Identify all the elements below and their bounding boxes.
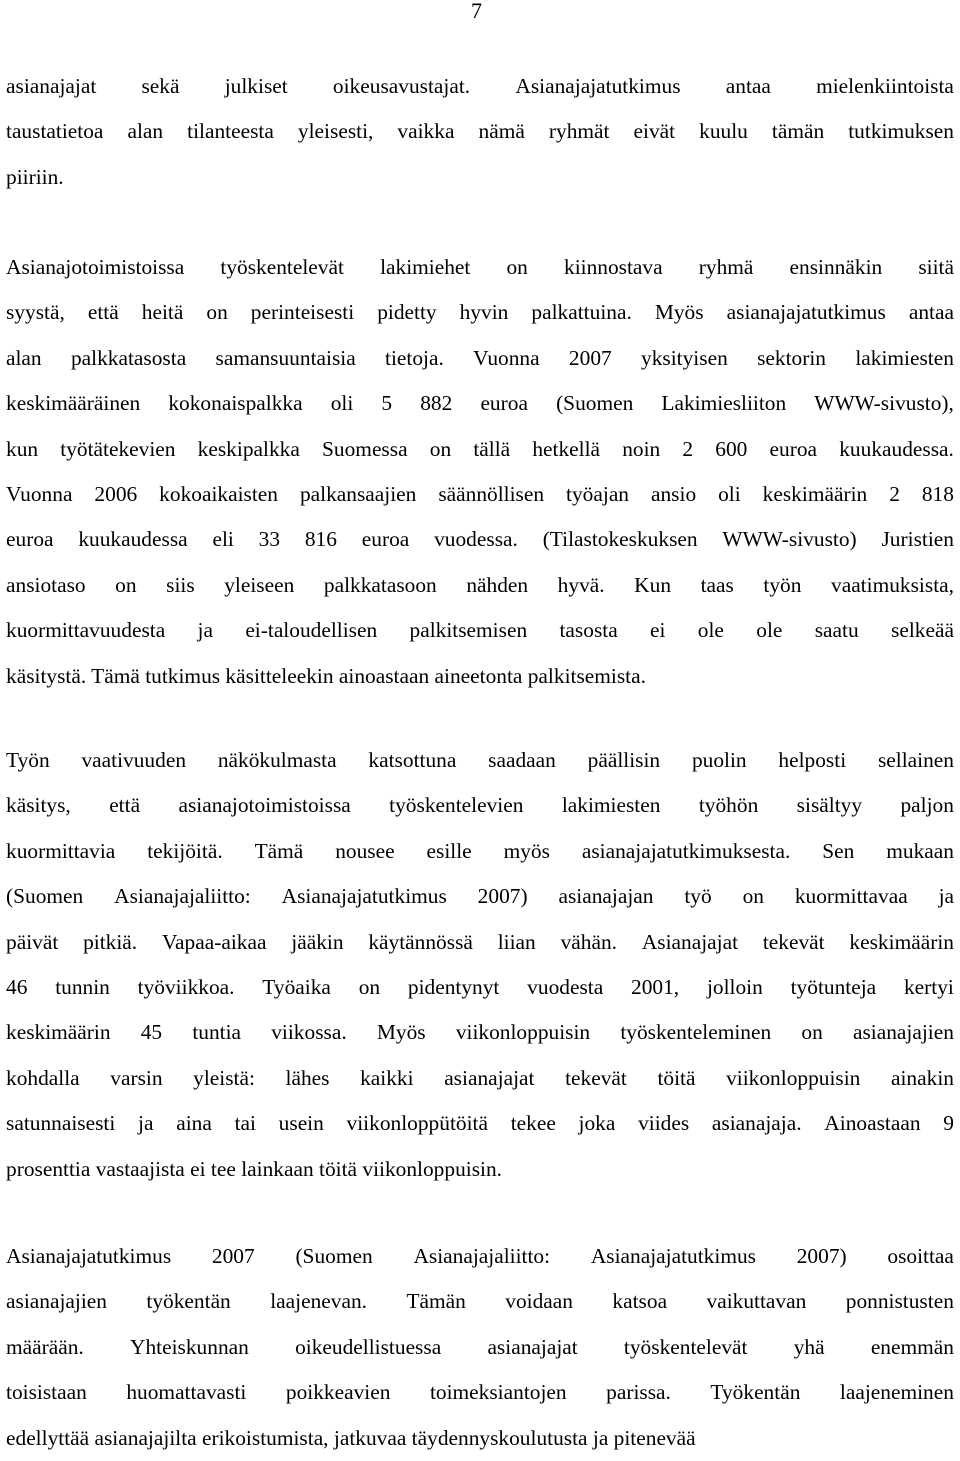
text-line: määrään. Yhteiskunnan oikeudellistuessa asianajajat työskentelevät yhä enemmän <box>6 1334 954 1359</box>
text-line: keskimääräinen kokonaispalkka oli 5 882 euroa (Suomen Lakimiesliiton WWW-sivusto), <box>6 391 954 416</box>
text-line: Työn vaativuuden näkökulmasta katsottuna saadaan päällisin puolin helposti sellainen <box>6 748 954 772</box>
text-line: Asianajajatutkimus 2007 (Suomen Asianajajaliitto: Asianajajatutkimus 2007) osoittaa <box>6 1244 954 1268</box>
text-line: asianajajien työkentän laajenevan. Tämän voidaan katsoa vaikuttavan ponnistusten <box>6 1289 954 1314</box>
paragraph-4 <box>6 1234 954 1461</box>
text-line: käsitystä. Tämä tutkimus käsitteleekin ainoastaan aineetonta palkitsemista. <box>6 663 646 688</box>
paragraph-2 <box>6 245 954 699</box>
text-line: käsitys, että asianajotoimistoissa työskentelevien lakimiesten työhön sisältyy paljon <box>6 793 954 818</box>
text-line: Asianajotoimistoissa työskentelevät lakimiehet on kiinnostava ryhmä ensinnäkin siitä <box>6 255 954 279</box>
text-line: kun työtätekevien keskipalkka Suomessa on tällä hetkellä noin 2 600 euroa kuukaudessa. <box>6 436 954 461</box>
text-line: satunnaisesti ja aina tai usein viikonloppütöitä tekee joka viides asianajaja. Ainoastaan 9 <box>6 1111 954 1136</box>
text-line: ansiotaso on siis yleiseen palkkatasoon nähden hyvä. Kun taas työn vaatimuksista, <box>6 572 954 597</box>
text-line: (Suomen Asianajajaliitto: Asianajajatutkimus 2007) asianajajan työ on kuormittavaa ja <box>6 884 954 909</box>
text-line: kuormittavia tekijöitä. Tämä nousee esille myös asianajajatutkimuksesta. Sen mukaan <box>6 838 954 863</box>
text-line: euroa kuukaudessa eli 33 816 euroa vuodessa. (Tilastokeskuksen WWW-sivusto) Juristien <box>6 527 954 552</box>
text-line: taustatietoa alan tilanteesta yleisesti, vaikka nämä ryhmät eivät kuulu tämän tutkimuksen <box>6 119 954 144</box>
text-line: kuormittavuudesta ja ei-taloudellisen palkitsemisen tasosta ei ole ole saatu selkeää <box>6 618 954 643</box>
text-line: prosenttia vastaajista ei tee lainkaan töitä viikonloppuisin. <box>6 1156 503 1181</box>
text-line: Vuonna 2006 kokoaikaisten palkansaajien säännöllisen työajan ansio oli keskimäärin 2 818 <box>6 482 954 507</box>
text-line: 46 tunnin työviikkoa. Työaika on pidentynyt vuodesta 2001, jolloin työtunteja kertyi <box>6 975 954 1000</box>
text-line: keskimäärin 45 tuntia viikossa. Myös viikonloppuisin työskenteleminen on asianajajien <box>6 1020 954 1045</box>
page-number: 7 <box>471 0 482 23</box>
text-line: päivät pitkiä. Vapaa-aikaa jääkin käytännössä liian vähän. Asianajajat tekevät keskimäärin <box>6 929 954 954</box>
text-line: kohdalla varsin yleistä: lähes kaikki asianajajat tekevät töitä viikonloppuisin ainakin <box>6 1065 954 1090</box>
text-line: asianajajat sekä julkiset oikeusavustajat. Asianajajatutkimus antaa mielenkiintoista <box>6 74 954 98</box>
text-line: syystä, että heitä on perinteisesti pidetty hyvin palkattuina. Myös asianajajatutkimus antaa <box>6 300 954 325</box>
text-line: alan palkkatasosta samansuuntaisia tietoja. Vuonna 2007 yksityisen sektorin lakimiesten <box>6 345 954 370</box>
text-line: piiriin. <box>6 164 64 189</box>
paragraph-1 <box>6 64 954 200</box>
paragraph-3 <box>6 738 954 1192</box>
text-line: edellyttää asianajajilta erikoistumista, jatkuvaa täydennyskoulutusta ja pitenevää <box>6 1425 696 1450</box>
text-line: toisistaan huomattavasti poikkeavien toimeksiantojen parissa. Työkentän laajeneminen <box>6 1380 954 1405</box>
